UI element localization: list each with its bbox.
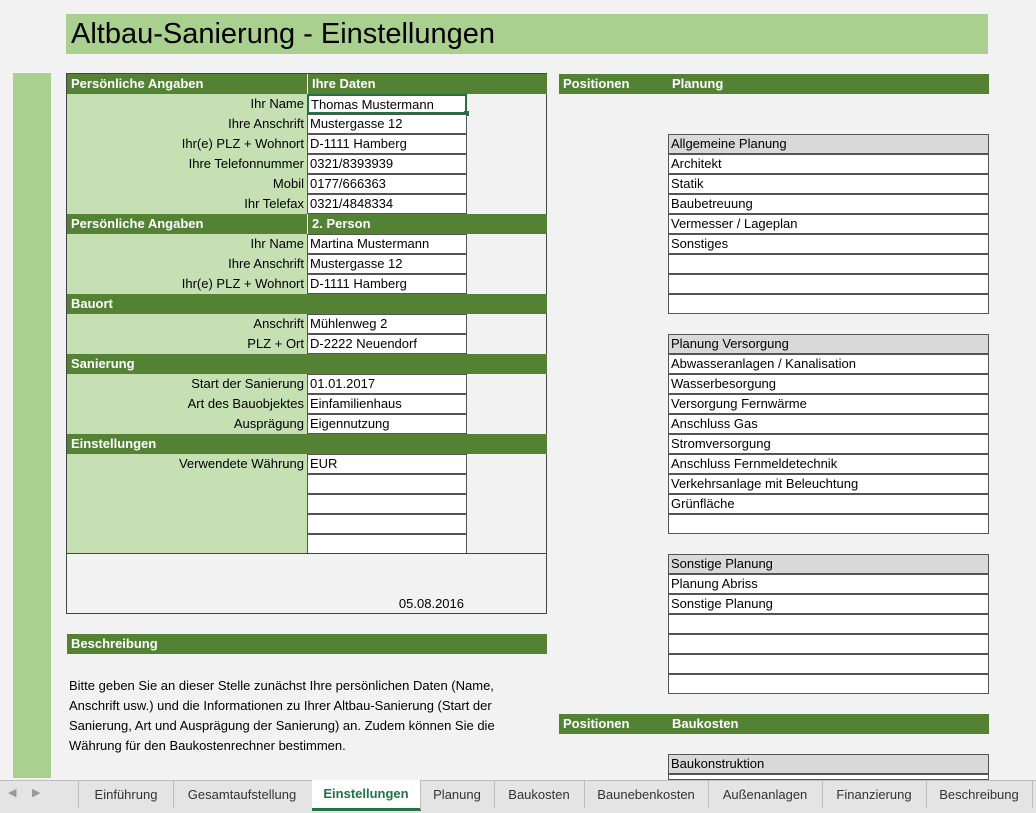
tab-finanzierung[interactable]: Finanzierung xyxy=(822,781,927,808)
group-header-general-planning[interactable]: Allgemeine Planung xyxy=(668,134,989,154)
input-object-type[interactable]: Einfamilienhaus xyxy=(307,394,467,414)
input-currency[interactable]: EUR xyxy=(307,454,467,474)
positions-header: Positionen xyxy=(559,74,669,94)
input-usage[interactable]: Eigennutzung xyxy=(307,414,467,434)
input-fax[interactable]: 0321/4848334 xyxy=(307,194,467,214)
position-item[interactable]: Vermesser / Lageplan xyxy=(668,214,989,234)
label-site-address: Anschrift xyxy=(67,314,307,334)
position-item[interactable]: Architekt xyxy=(668,154,989,174)
label-site-zip-city: PLZ + Ort xyxy=(67,334,307,354)
label-zip-city: Ihr(e) PLZ + Wohnort xyxy=(67,134,307,154)
page-title: Altbau-Sanierung - Einstellungen xyxy=(66,14,988,54)
tab-einfuehrung[interactable]: Einführung xyxy=(78,781,174,808)
section-header-beschreibung-fill xyxy=(307,634,547,654)
label-zip-city-2: Ihr(e) PLZ + Wohnort xyxy=(67,274,307,294)
input-site-address[interactable]: Mühlenweg 2 xyxy=(307,314,467,334)
input-mobile[interactable]: 0177/666363 xyxy=(307,174,467,194)
input-site-zip-city[interactable]: D-2222 Neuendorf xyxy=(307,334,467,354)
position-item[interactable]: Stromversorgung xyxy=(668,434,989,454)
label-currency: Verwendete Währung xyxy=(67,454,307,554)
position-item[interactable]: Sonstige Planung xyxy=(668,594,989,614)
section-header-einstellungen: Einstellungen xyxy=(67,434,547,454)
group-header-other-planning[interactable]: Sonstige Planung xyxy=(668,554,989,574)
position-item[interactable] xyxy=(668,654,989,674)
tab-gesamtaufstellung[interactable]: Gesamtaufstellung xyxy=(172,781,313,808)
empty-cell[interactable] xyxy=(307,494,467,514)
group-header-construction[interactable]: Baukonstruktion xyxy=(668,754,989,774)
input-start-date[interactable]: 01.01.2017 xyxy=(307,374,467,394)
empty-cell[interactable] xyxy=(307,514,467,534)
position-item[interactable] xyxy=(668,294,989,314)
section-header-beschreibung: Beschreibung xyxy=(67,634,307,654)
section-header-persoenliche-angaben: Persönliche Angaben xyxy=(67,74,307,94)
tab-aussenanlagen[interactable]: Außenanlagen xyxy=(708,781,823,808)
label-fax: Ihr Telefax xyxy=(67,194,307,214)
label-phone: Ihre Telefonnummer xyxy=(67,154,307,174)
tab-baukosten[interactable]: Baukosten xyxy=(494,781,585,808)
empty-cell[interactable] xyxy=(307,534,467,554)
position-item[interactable]: Planung Abriss xyxy=(668,574,989,594)
section-header-sanierung: Sanierung xyxy=(67,354,547,374)
position-item[interactable]: Wasserbesorgung xyxy=(668,374,989,394)
position-item[interactable]: Anschluss Gas xyxy=(668,414,989,434)
tab-planung[interactable]: Planung xyxy=(420,781,495,808)
divider xyxy=(67,553,547,554)
label-start-date: Start der Sanierung xyxy=(67,374,307,394)
position-item[interactable] xyxy=(668,514,989,534)
position-item[interactable] xyxy=(668,634,989,654)
scroll-tabs-right-icon[interactable]: ▶ xyxy=(32,787,41,799)
section-header-bauort: Bauort xyxy=(67,294,547,314)
position-item[interactable]: Sonstiges xyxy=(668,234,989,254)
position-item[interactable]: Verkehrsanlage mit Beleuchtung xyxy=(668,474,989,494)
construction-costs-header: Baukosten xyxy=(668,714,989,734)
empty-cell[interactable] xyxy=(307,474,467,494)
section-header-persoenliche-angaben-2: Persönliche Angaben xyxy=(67,214,307,234)
input-address-2[interactable]: Mustergasse 12 xyxy=(307,254,467,274)
position-item[interactable]: Grünfläche xyxy=(668,494,989,514)
input-name[interactable]: Thomas Mustermann xyxy=(307,94,467,114)
tab-baunebenkosten[interactable]: Baunebenkosten xyxy=(584,781,709,808)
positions-header-2: Positionen xyxy=(559,714,669,734)
sidebar-stripe xyxy=(13,73,51,778)
date-value: 05.08.2016 xyxy=(398,596,464,611)
input-zip-city-2[interactable]: D-1111 Hamberg xyxy=(307,274,467,294)
position-item[interactable] xyxy=(668,614,989,634)
input-name-2[interactable]: Martina Mustermann xyxy=(307,234,467,254)
planning-header: Planung xyxy=(668,74,989,94)
label-usage: Ausprägung xyxy=(67,414,307,434)
tab-einstellungen[interactable]: Einstellungen xyxy=(312,780,421,811)
label-address: Ihre Anschrift xyxy=(67,114,307,134)
label-address-2: Ihre Anschrift xyxy=(67,254,307,274)
position-item[interactable] xyxy=(668,674,989,694)
section-header-ihre-daten: Ihre Daten xyxy=(307,74,547,94)
input-address[interactable]: Mustergasse 12 xyxy=(307,114,467,134)
position-item[interactable]: Versorgung Fernwärme xyxy=(668,394,989,414)
scroll-tabs-left-icon[interactable]: ◀ xyxy=(8,787,17,799)
description-text: Bitte geben Sie an dieser Stelle zunächst Ihre persönlichen Daten (Name, Anschrift usw.) und die Informationen zu Ihrer Altbau-Sanierung (Start der Sanierung, Art und Ausprägung der Sanierung) an. Zudem können Sie die Währung für den Baukostenrechner bestimmen. xyxy=(69,678,495,753)
position-item[interactable] xyxy=(668,274,989,294)
label-name: Ihr Name xyxy=(67,94,307,114)
position-item[interactable]: Baubetreuung xyxy=(668,194,989,214)
position-item[interactable] xyxy=(668,254,989,274)
label-object-type: Art des Bauobjektes xyxy=(67,394,307,414)
label-name-2: Ihr Name xyxy=(67,234,307,254)
section-header-second-person: 2. Person xyxy=(307,214,547,234)
input-phone[interactable]: 0321/8393939 xyxy=(307,154,467,174)
position-item[interactable]: Statik xyxy=(668,174,989,194)
input-zip-city[interactable]: D-1111 Hamberg xyxy=(307,134,467,154)
tab-beschreibung[interactable]: Beschreibung xyxy=(926,781,1033,808)
position-item[interactable]: Anschluss Fernmeldetechnik xyxy=(668,454,989,474)
label-mobile: Mobil xyxy=(67,174,307,194)
position-item[interactable]: Abwasseranlagen / Kanalisation xyxy=(668,354,989,374)
group-header-supply-planning[interactable]: Planung Versorgung xyxy=(668,334,989,354)
sheet-tab-bar xyxy=(0,780,1036,813)
